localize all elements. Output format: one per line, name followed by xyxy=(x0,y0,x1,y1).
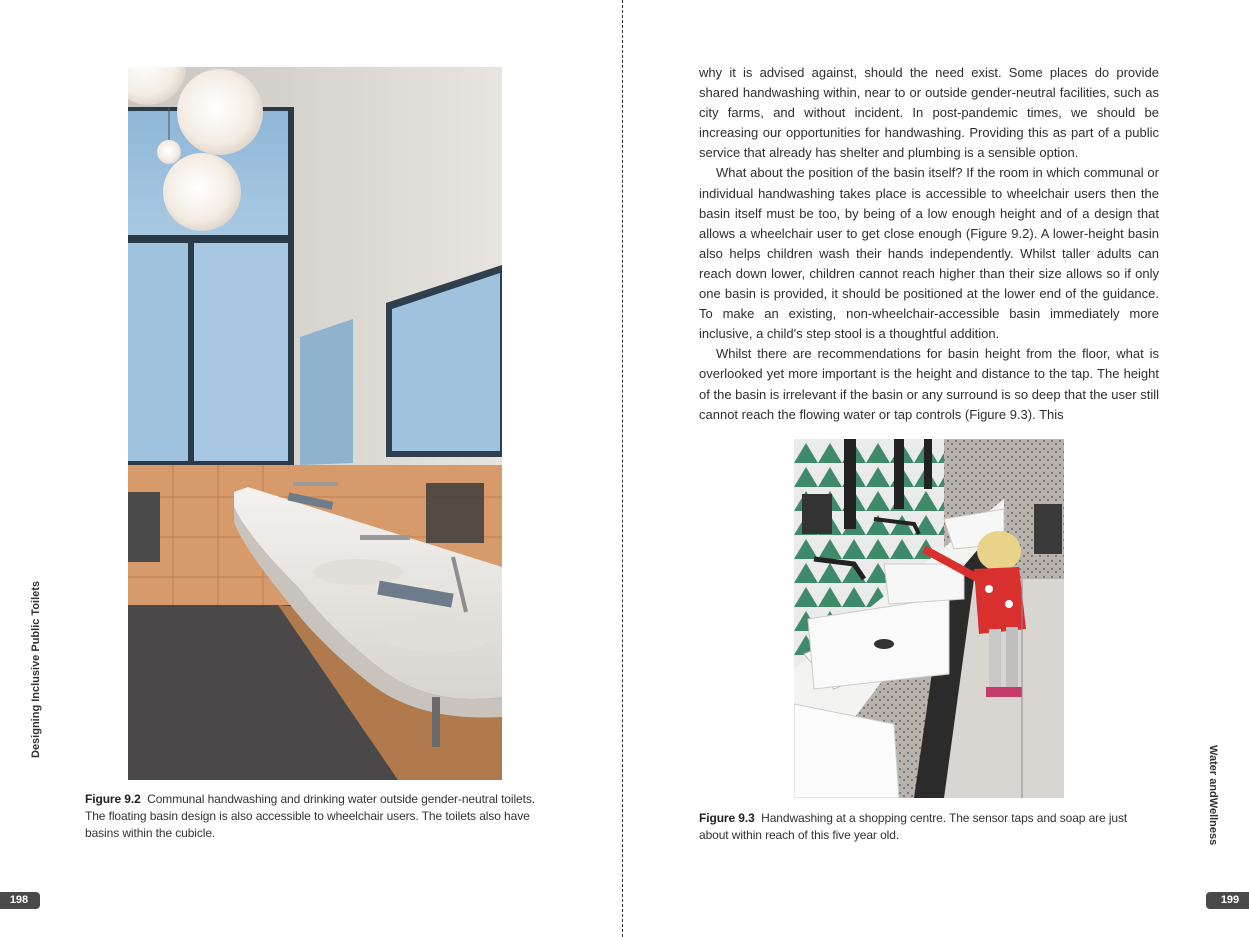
figure-9-2-photo xyxy=(128,67,502,780)
figure-9-2-label: Figure 9.2 xyxy=(85,792,141,806)
paragraph-2: What about the position of the basin itself? If the room in which communal or individual handwashing takes place is accessible to wheelchair users then the basin itself must be too, by being of a low enough height and of a design that allows a wheelchair user to get close enough (Figure 9.2). A lower-height basin also helps children wash their hands independently. Whilst taller adults can reach down lower, children cannot reach higher than their size allows so if only one basin is provided, it should be positioned at the lower end of the guidance. To make an existing, non-wheelchair-accessible basin immediately more inclusive, a child's step stool is a thoughtful addition. xyxy=(699,165,1159,342)
paragraph-1: why it is advised against, should the need exist. Some places do provide shared handwashing within, near to or outside gender-neutral facilities, such as city farms, and without incident. In post-pandemic times, we should be increasing our opportunities for handwashing. Providing this as part of a public service that already has shelter and plumbing is a sensible option. xyxy=(699,65,1159,161)
page-number-right: 199 xyxy=(1206,892,1249,909)
figure-9-2-caption xyxy=(85,791,545,842)
running-head-right: Water andWellness xyxy=(1207,745,1219,846)
figure-9-3-label: Figure 9.3 xyxy=(699,811,755,825)
figure-9-3-caption xyxy=(699,810,1159,844)
figure-9-2-caption-text: Communal handwashing and drinking water outside gender-neutral toilets. The floating basin design is also accessible to wheelchair users. The toilets also have basins within the cubicle. xyxy=(85,792,535,840)
page-gutter-divider xyxy=(622,0,623,937)
figure-9-3-photo xyxy=(794,439,1064,798)
page-number-left: 198 xyxy=(0,892,40,909)
running-head-left: Designing Inclusive Public Toilets xyxy=(30,580,42,758)
paragraph-3: Whilst there are recommendations for basin height from the floor, what is overlooked yet more important is the height and distance to the tap. The height of the basin is irrelevant if the basin or any surround is so deep that the user still cannot reach the flowing water or tap controls (Figure 9.3). This xyxy=(699,346,1159,422)
figure-9-3-caption-text: Handwashing at a shopping centre. The sensor taps and soap are just about within reach of this five year old. xyxy=(699,811,1128,842)
body-text xyxy=(699,63,1159,425)
